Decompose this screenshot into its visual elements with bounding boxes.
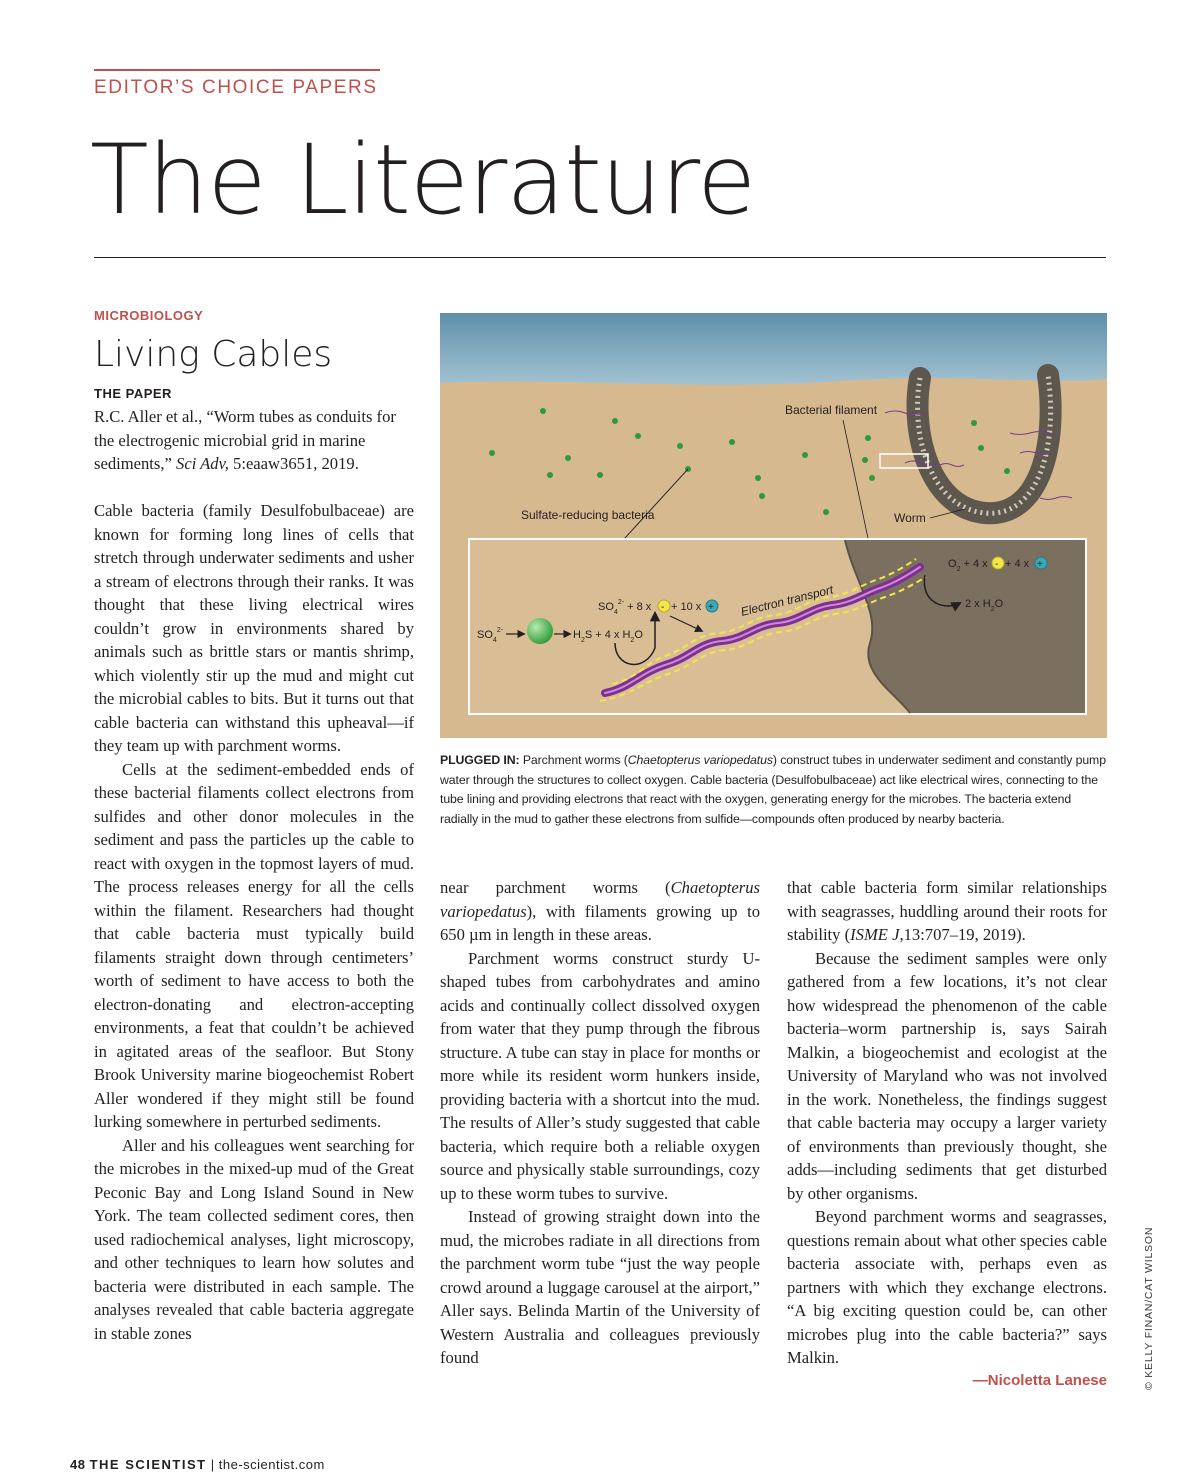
body-column-2 xyxy=(440,876,760,1370)
zoom-inset xyxy=(469,539,1086,714)
label-bacterial-filament: Bacterial filament xyxy=(785,403,878,417)
label-sulfate: $SO_4^{2-}$ xyxy=(477,627,504,644)
electron-sign: - xyxy=(995,559,999,570)
caption-species: Chaetopterus variopedatus xyxy=(627,753,773,767)
label-oxygen-reaction: $O_2 + 4$ x xyxy=(948,558,988,573)
sulfate-reducing-bacterium-icon xyxy=(527,618,553,644)
byline: —Nicoletta Lanese xyxy=(972,1372,1107,1389)
article-headline: Living Cables xyxy=(94,334,333,375)
page-number: 48 xyxy=(70,1457,86,1472)
paragraph: Beyond parchment worms and seagrasses, questions remain about what other species cable bacteria associate with, perhaps even as partners with which they exchange electrons. “A big exciting question could be, can other microbes plug into the cable bacteria?” says Malkin. xyxy=(787,1207,1107,1367)
species-name: Chaetopterus variopedatus xyxy=(440,878,760,921)
body-column-1 xyxy=(94,499,414,1345)
journal-name: ISME J xyxy=(850,925,900,944)
label-proton-count: + 10 x xyxy=(671,601,702,613)
label-h2s-product: $H_2S + 4$ x $H_2O$ xyxy=(573,629,643,644)
label-sulfate-reaction: $SO_4^{2-} + 8$ x xyxy=(598,599,652,616)
paragraph xyxy=(440,876,760,947)
text-run: ,13:707–19, 2019). xyxy=(899,925,1026,944)
section-rule xyxy=(94,69,380,71)
proton-sign: + xyxy=(708,602,714,613)
label-worm: Worm xyxy=(894,511,926,525)
photo-credit: © KELLY FINAN/CAT WILSON xyxy=(1143,1226,1155,1390)
paragraph: Aller and his colleagues went searching for the microbes in the mixed-up mud of the Great Peconic Bay and Long Island Sound in New York. The team collected sediment cores, then used radiochemical analyses, light microscopy, and other techniques to learn how solutes and bacteria were distributed in each sample. The analyses revealed that cable bacteria aggregate in stable zones xyxy=(94,1135,414,1343)
text-run: ), with filaments growing up to 650 µm in length in these areas. xyxy=(440,901,760,944)
paragraph: Parchment worms construct sturdy U-shaped tubes from carbohydrates and amino acids and continually collect dissolved oxygen from water that they pump through the fibrous structure. A tube can stay in place for months or more while its resident worm hunkers inside, providing bacteria with a shortcut into the mud. The results of Aller’s study suggested that cable bacteria, which require both a reliable oxygen source and physically stable surroundings, cozy up to these worm tubes to survive. xyxy=(440,948,760,1203)
label-sulfate-reducing-bacteria: Sulfate-reducing bacteria xyxy=(521,508,655,522)
paragraph: Cable bacteria (family Desulfobulbaceae) are known for forming long lines of cells that stretch through underwater sediments and usher a stream of electrons through their ranks. It was thought that these living electrical wires couldn’t grow in environments shared by animals such as brittle stars or mantis shrimp, which violently stir up the mud and might cut the microbial cables to bits. But it turns out that cable bacteria can withstand this upheaval—if they team up with parchment worms. xyxy=(94,501,414,755)
article-kicker: MICROBIOLOGY xyxy=(94,308,204,323)
paragraph xyxy=(787,876,1107,947)
proton-sign: + xyxy=(1037,559,1043,570)
figure-caption xyxy=(440,751,1107,829)
citation-text: R.C. Aller et al., “Worm tubes as conduits for the electrogenic microbial grid in marine sediments,” xyxy=(94,407,396,473)
section-label: EDITOR’S CHOICE PAPERS xyxy=(94,77,378,98)
caption-text: Parchment worms ( xyxy=(519,753,628,767)
electron-sign: - xyxy=(661,602,665,613)
label-electron-transport: Electron transport xyxy=(739,582,835,619)
text-run: that cable bacteria form similar relationships with seagrasses, huddling around their roots for stability ( xyxy=(787,878,1107,944)
paper-label: THE PAPER xyxy=(94,386,172,401)
paragraph: Instead of growing straight down into the mud, the microbes radiate in all directions from the parchment worm tube “just the way people crowd around a luggage carousel at the airport,” Aller says. Belinda Martin of the University of Western Australia and colleagues previously found xyxy=(440,1207,760,1367)
body-column-3 xyxy=(787,876,1107,1370)
citation-ref: 5:eaaw3651, 2019. xyxy=(228,454,359,473)
label-water-product: 2 x $H_2O$ xyxy=(965,598,1004,613)
magazine-name: THE SCIENTIST xyxy=(89,1457,207,1472)
caption-lead: PLUGGED IN: xyxy=(440,753,520,767)
citation-journal: Sci Adv, xyxy=(176,454,229,473)
label-oxygen-protons: + 4 x xyxy=(1005,558,1030,570)
page-footer xyxy=(70,1457,325,1472)
text-run: near parchment worms ( xyxy=(440,878,671,897)
figure-illustration xyxy=(440,313,1107,738)
paragraph: Because the sediment samples were only gathered from a few locations, it’s not clear how widespread the phenomenon of the cable bacteria–worm partnership is, says Sairah Malkin, a biogeochemist and ecologist at the University of Maryland who was not involved in the work. Nonetheless, the findings suggest that cable bacteria may occupy a larger variety of environments than previously thought, she adds—including sediments that get disturbed by other organisms. xyxy=(787,948,1107,1203)
caption-text: ) construct tubes in underwater sediment and constantly pump water through the structures to collect oxygen. Cable bacteria (Desulfobulbaceae) act like electrical wires, connecting to the tube lining and providing electrons that react with the oxygen, generating energy for the microbes. The bacteria extend radially in the mud to gather these electrons from sulfide—compounds often produced by nearby bacteria. xyxy=(440,753,1106,826)
title-rule xyxy=(94,257,1106,258)
paper-citation xyxy=(94,405,414,476)
paragraph: Cells at the sediment-embedded ends of these bacterial filaments collect electrons from sulfides and other donor molecules in the sediment and pass the particles up the cable to react with oxygen in the topmost layers of mud. The process releases energy for all the cells within the filament. Researchers had thought that cable bacteria must typically build filaments straight down through centimeters’ worth of sediment to have access to both the electron-donating and electron-accepting environments, a feat that couldn’t be achieved in agitated areas of the seafloor. But Stony Brook University marine biogeochemist Robert Aller wondered if they might still be found lurking somewhere in perturbed sediments. xyxy=(94,759,414,1131)
footer-url: the-scientist.com xyxy=(218,1457,325,1472)
page-title: The Literature xyxy=(90,124,756,236)
footer-separator: | xyxy=(210,1457,215,1472)
